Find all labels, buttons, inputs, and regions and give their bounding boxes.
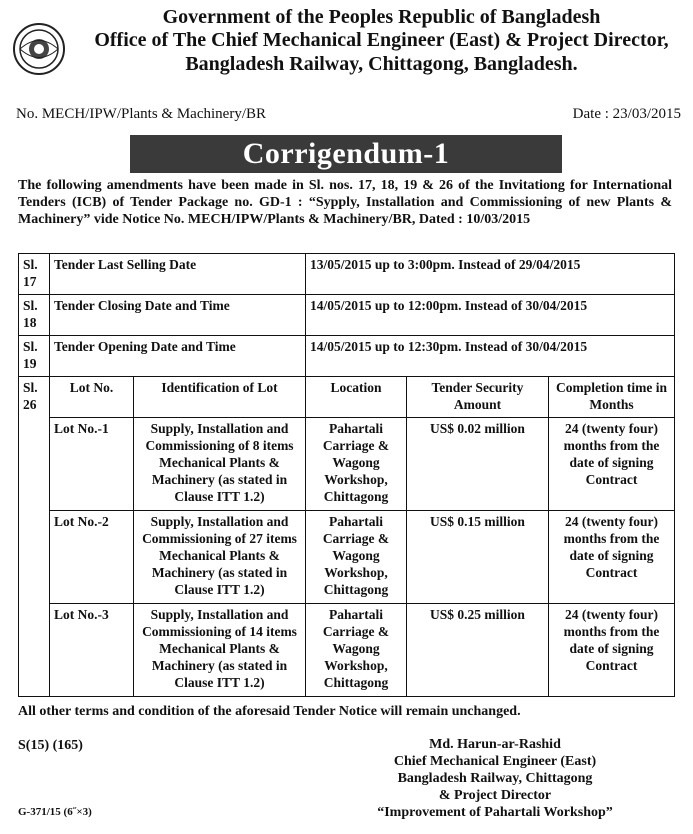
sl-cell: Sl. 17 xyxy=(19,254,50,295)
table-row xyxy=(19,295,675,336)
signatory-project: “Improvement of Pahartali Workshop” xyxy=(377,805,613,820)
column-header: Location xyxy=(306,377,407,418)
item-cell: Tender Last Selling Date xyxy=(50,254,306,295)
header-line-2: Office of The Chief Mechanical Engineer (East) & Project Director, xyxy=(94,29,669,51)
reference-number: No. MECH/IPW/Plants & Machinery/BR xyxy=(16,106,266,122)
signatory-title: Chief Mechanical Engineer (East) xyxy=(393,754,597,769)
table-row xyxy=(19,511,675,604)
location-cell: Pahartali Carriage & Wagong Workshop, Chittagong xyxy=(306,418,407,511)
lot-cell: Lot No.-2 xyxy=(50,511,134,604)
identification-cell: Supply, Installation and Commissioning of 8 items Mechanical Plants & Machinery (as stated in Clause ITT 1.2) xyxy=(134,418,306,511)
signatory-org: Bangladesh Railway, Chittagong xyxy=(397,771,593,786)
table-header-row xyxy=(19,377,675,418)
completion-cell: 24 (twenty four) months from the date of signing Contract xyxy=(549,511,675,604)
identification-cell: Supply, Installation and Commissioning of 27 items Mechanical Plants & Machinery (as stated in Clause ITT 1.2) xyxy=(134,511,306,604)
sl-cell: Sl. 18 xyxy=(19,295,50,336)
corrigendum-banner: Corrigendum-1 xyxy=(130,135,562,173)
column-header: Completion time in Months xyxy=(549,377,675,418)
government-seal-icon xyxy=(12,22,66,76)
item-cell: Tender Opening Date and Time xyxy=(50,336,306,377)
signature-block xyxy=(330,736,660,821)
value-cell: 14/05/2015 up to 12:00pm. Instead of 30/04/2015 xyxy=(306,295,675,336)
column-header: Tender Security Amount xyxy=(407,377,549,418)
value-cell: 14/05/2015 up to 12:30pm. Instead of 30/04/2015 xyxy=(306,336,675,377)
intro-paragraph: The following amendments have been made in Sl. nos. 17, 18, 19 & 26 of the Invitationg for International Tenders (ICB) of Tender Package no. GD-1 : “Sypply, Installation and Commissioning of new Plants & Machinery” vide Notice No. MECH/IPW/Plants & Machinery/BR, Dated : 10/03/2015 xyxy=(18,178,672,227)
sl-cell: Sl. 19 xyxy=(19,336,50,377)
lot-cell: Lot No.-1 xyxy=(50,418,134,511)
signatory-name: Md. Harun-ar-Rashid xyxy=(429,737,561,752)
security-cell: US$ 0.02 million xyxy=(407,418,549,511)
value-cell: 13/05/2015 up to 3:00pm. Instead of 29/04/2015 xyxy=(306,254,675,295)
location-cell: Pahartali Carriage & Wagong Workshop, Chittagong xyxy=(306,604,407,697)
column-header: Identification of Lot xyxy=(134,377,306,418)
serial-reference: S(15) (165) xyxy=(18,738,83,753)
security-cell: US$ 0.25 million xyxy=(407,604,549,697)
gov-notice-number: G-371/15 (6˝×3) xyxy=(18,806,92,818)
table-row xyxy=(19,604,675,697)
table-row xyxy=(19,336,675,377)
column-header: Lot No. xyxy=(50,377,134,418)
reference-date: Date : 23/03/2015 xyxy=(572,106,681,122)
signatory-role: & Project Director xyxy=(438,788,552,803)
sl-cell: Sl. 26 xyxy=(19,377,50,697)
item-cell: Tender Closing Date and Time xyxy=(50,295,306,336)
amendment-table xyxy=(18,253,675,697)
footer-note: All other terms and condition of the aforesaid Tender Notice will remain unchanged. xyxy=(18,704,521,719)
letterhead xyxy=(0,0,693,100)
header-line-3: Bangladesh Railway, Chittagong, Bangladesh. xyxy=(185,53,578,75)
table-row xyxy=(19,418,675,511)
identification-cell: Supply, Installation and Commissioning of 14 items Mechanical Plants & Machinery (as stated in Clause ITT 1.2) xyxy=(134,604,306,697)
location-cell: Pahartali Carriage & Wagong Workshop, Chittagong xyxy=(306,511,407,604)
table-row xyxy=(19,254,675,295)
lot-cell: Lot No.-3 xyxy=(50,604,134,697)
completion-cell: 24 (twenty four) months from the date of signing Contract xyxy=(549,418,675,511)
security-cell: US$ 0.15 million xyxy=(407,511,549,604)
completion-cell: 24 (twenty four) months from the date of signing Contract xyxy=(549,604,675,697)
header-line-1: Government of the Peoples Republic of Bangladesh xyxy=(162,6,601,28)
